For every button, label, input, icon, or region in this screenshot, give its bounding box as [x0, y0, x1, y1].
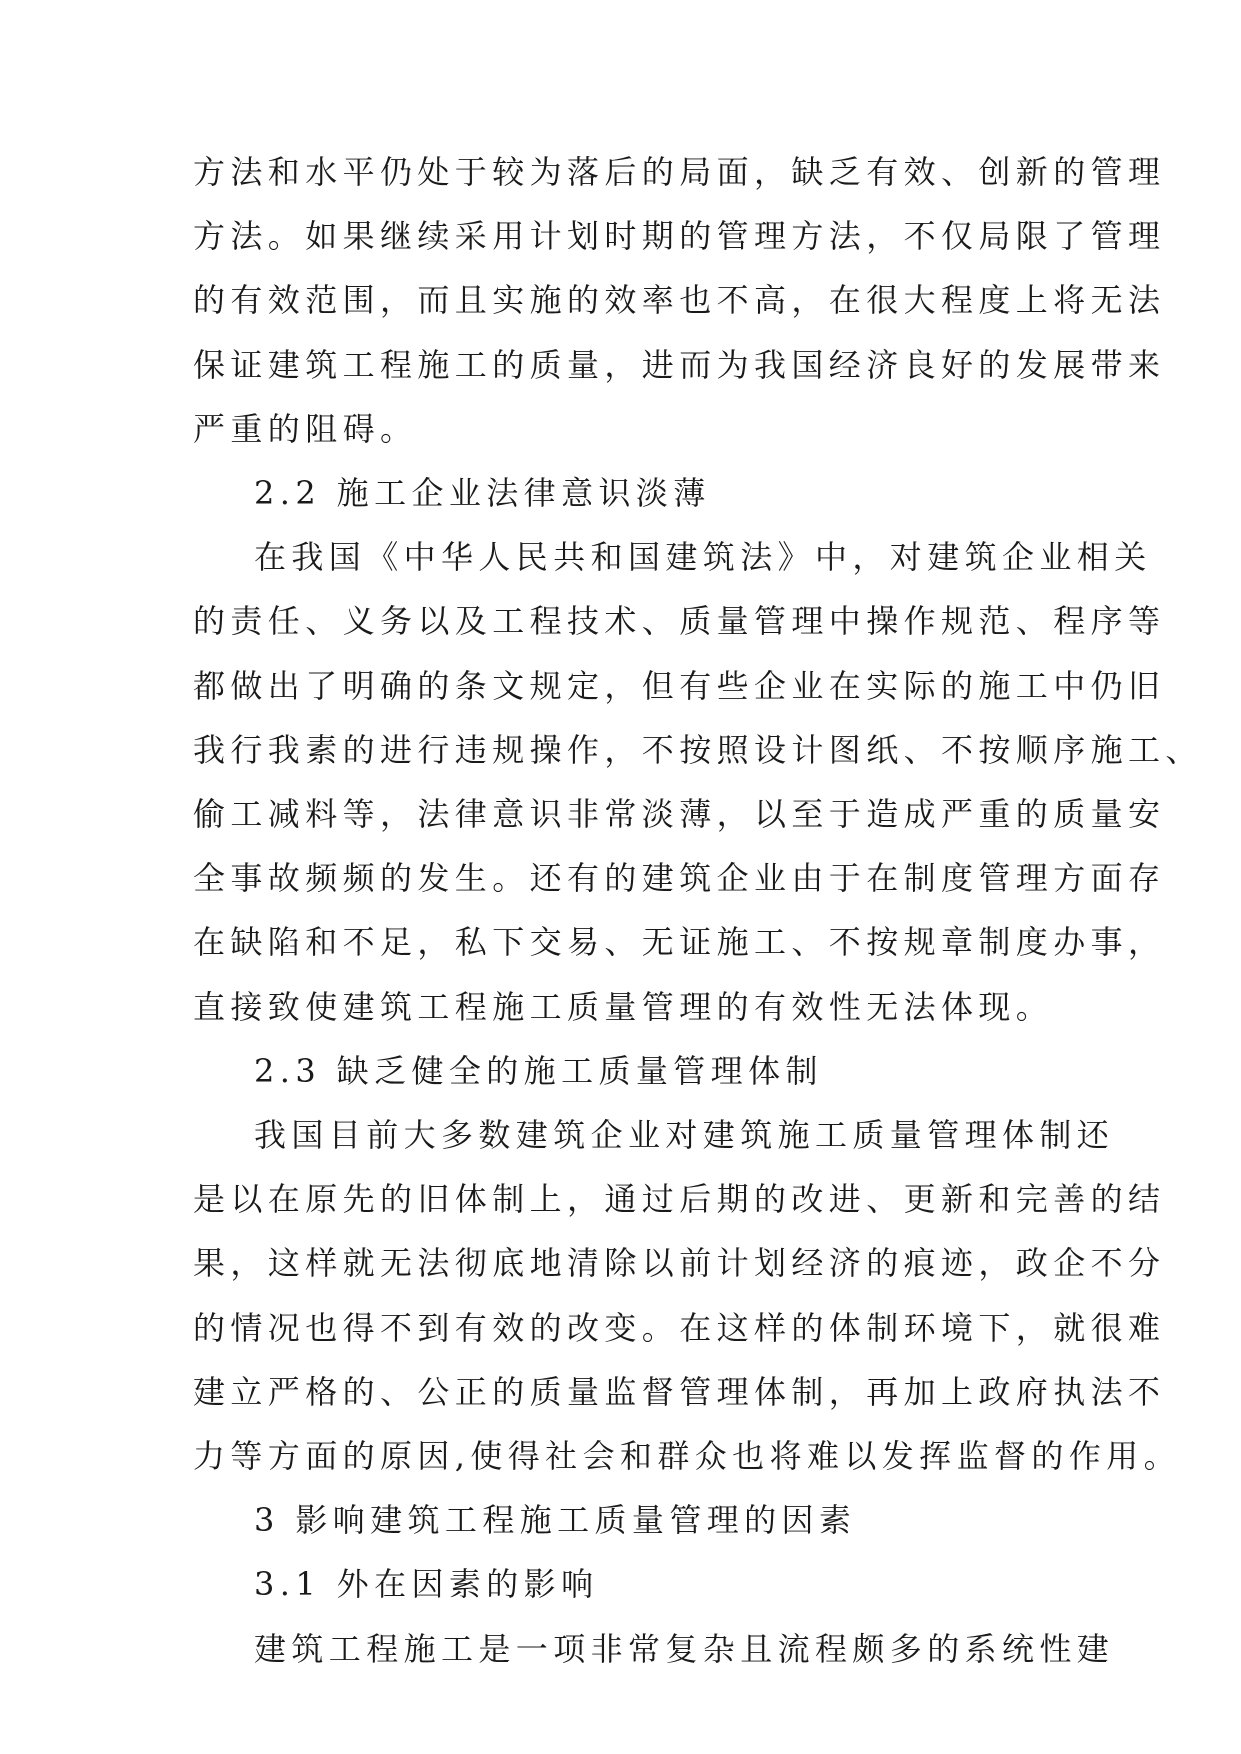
text-line: 方法。如果继续采用计划时期的管理方法，不仅局限了管理 — [193, 217, 1166, 256]
text-line: 建筑工程施工是一项非常复杂且流程颇多的系统性建 — [254, 1629, 1115, 1668]
text-line: 是以在原先的旧体制上，通过后期的改进、更新和完善的结 — [193, 1180, 1166, 1219]
text-line: 保证建筑工程施工的质量，进而为我国经济良好的发展带来 — [193, 345, 1166, 384]
text-line: 方法和水平仍处于较为落后的局面，缺乏有效、创新的管理 — [193, 153, 1166, 191]
text-line: 我行我素的进行违规操作，不按照设计图纸、不按顺序施工、 — [193, 730, 1203, 769]
section-heading: 2.2 施工企业法律意识淡薄 — [254, 474, 711, 512]
text-line: 的情况也得不到有效的改变。在这样的体制环境下，就很难 — [193, 1308, 1166, 1347]
text-line: 全事故频频的发生。还有的建筑企业由于在制度管理方面存 — [193, 859, 1166, 898]
text-line: 都做出了明确的条文规定，但有些企业在实际的施工中仍旧 — [193, 666, 1166, 705]
section-heading: 3.1 外在因素的影响 — [254, 1565, 599, 1604]
text-line: 力等方面的原因,使得社会和群众也将难以发挥监督的作用。 — [193, 1437, 1181, 1475]
section-heading: 3 影响建筑工程施工质量管理的因素 — [254, 1501, 857, 1540]
section-heading: 2.3 缺乏健全的施工质量管理体制 — [254, 1051, 823, 1090]
text-line: 偷工减料等，法律意识非常淡薄，以至于造成严重的质量安 — [193, 795, 1166, 833]
text-line: 直接致使建筑工程施工质量管理的有效性无法体现。 — [193, 987, 1054, 1026]
text-line: 建立严格的、公正的质量监督管理体制，再加上政府执法不 — [193, 1372, 1166, 1411]
text-line: 在我国《中华人民共和国建筑法》中，对建筑企业相关 — [254, 538, 1152, 577]
text-line: 的责任、义务以及工程技术、质量管理中操作规范、程序等 — [193, 602, 1166, 641]
text-line: 的有效范围，而且实施的效率也不高，在很大程度上将无法 — [193, 281, 1166, 320]
text-line: 果，这样就无法彻底地清除以前计划经济的痕迹，政企不分 — [193, 1244, 1166, 1283]
text-line: 在缺陷和不足，私下交易、无证施工、不按规章制度办事， — [193, 923, 1166, 962]
text-line: 我国目前大多数建筑企业对建筑施工质量管理体制还 — [254, 1116, 1115, 1154]
text-line: 严重的阻碍。 — [193, 409, 418, 448]
